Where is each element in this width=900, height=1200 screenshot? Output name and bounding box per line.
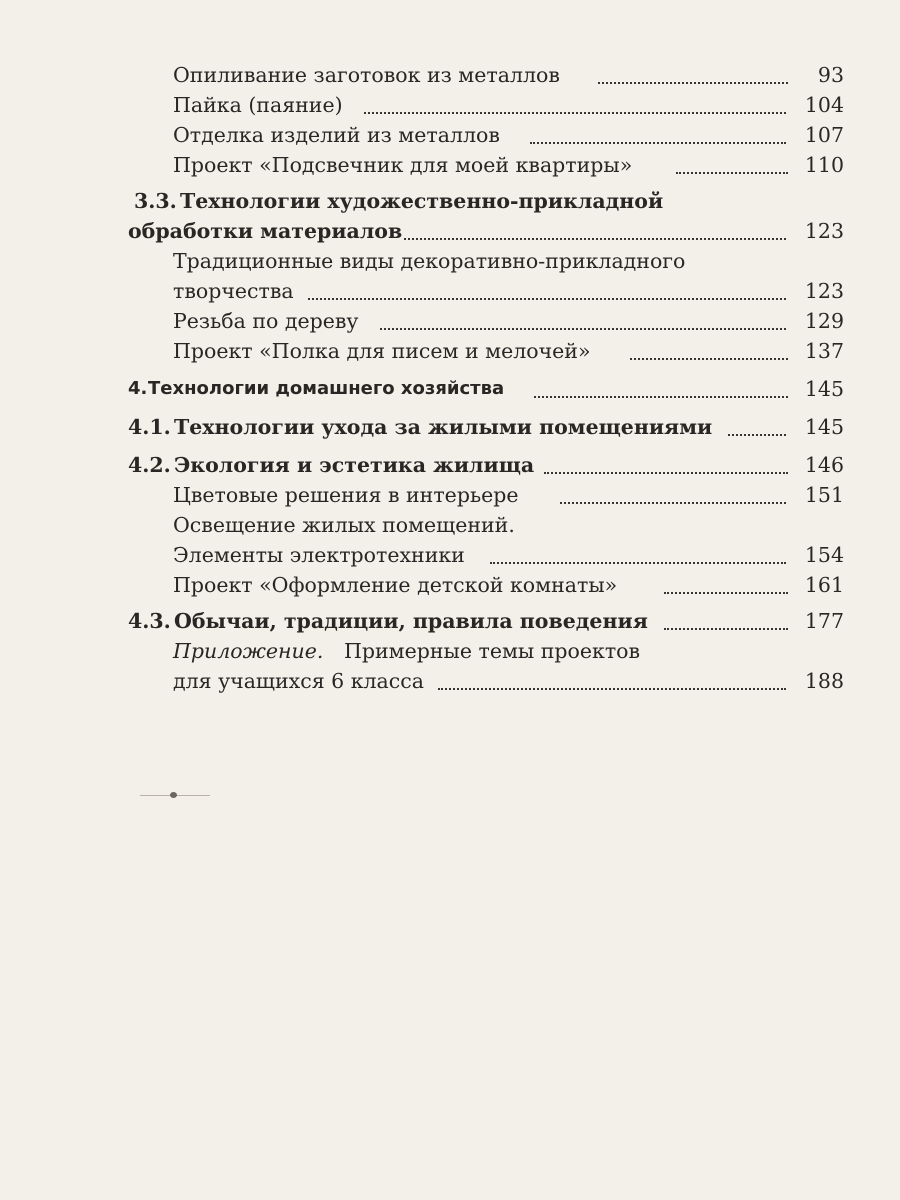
entry-title-cont: для учащихся 6 класса [173,666,428,696]
entry-title: Обычаи, традиции, правила поведения [174,606,652,636]
page-number: 177 [804,609,844,633]
entry-title: Отделка изделий из металлов [173,120,504,150]
page-number: 107 [804,123,844,147]
dot-leader [364,82,786,114]
page-number: 145 [804,415,844,439]
entry-title: Примерные темы проектов [344,636,644,666]
dot-leader [490,532,786,564]
toc-entry [0,336,900,366]
entry-title: Проект «Оформление детской комнаты» [173,570,621,600]
page-number: 110 [804,153,844,177]
section-number: 4.2. [128,450,175,480]
toc-section-heading [0,606,900,636]
entry-title-cont: обработки материалов [128,216,406,246]
dot-leader [664,562,788,594]
dot-leader [380,298,786,330]
dot-leader [438,658,786,690]
entry-title: Проект «Подсвечник для моей квартиры» [173,150,636,180]
entry-title: Цветовые решения в интерьере [173,480,523,510]
section-number: 4.3. [128,606,175,636]
page-number: 104 [804,93,844,117]
page-number: 137 [804,339,844,363]
dot-leader [676,142,788,174]
toc-entry [0,570,900,600]
dot-leader [534,366,788,398]
entry-title: Освещение жилых помещений. [173,510,519,540]
entry-title: Технологии ухода за жилыми помещениями [174,412,716,442]
toc-entry [0,666,900,696]
toc-chapter-heading [0,374,900,404]
section-number: 4. [128,374,151,404]
page-number: 145 [804,377,844,401]
dot-leader [728,404,786,436]
entry-title: Пайка (паяние) [173,90,347,120]
section-number: 4.1. [128,412,175,442]
dot-leader [598,52,788,84]
page-number: 146 [804,453,844,477]
page-number: 129 [804,309,844,333]
page-number: 93 [817,63,844,87]
entry-title: Технологии домашнего хозяйства [148,374,508,404]
dot-leader [630,328,788,360]
toc-entry [0,216,900,246]
entry-title: Традиционные виды декоративно-прикладного [173,246,689,276]
dot-leader [308,268,786,300]
section-number: 3.3. [134,186,181,216]
ink-dot [170,792,177,798]
dot-leader [530,112,786,144]
toc-entry [0,150,900,180]
dot-leader [544,442,788,474]
entry-title: Технологии художественно-прикладной [180,186,667,216]
page-number: 188 [804,669,844,693]
page-number: 123 [804,219,844,243]
entry-title: Проект «Полка для писем и мелочей» [173,336,595,366]
page-number: 151 [804,483,844,507]
entry-title: Экология и эстетика жилища [174,450,538,480]
entry-title-cont: творчества [173,276,298,306]
entry-title-cont: Элементы электротехники [173,540,469,570]
page-number: 154 [804,543,844,567]
toc-section-heading [0,412,900,442]
dot-leader [664,598,788,630]
dot-leader [404,208,786,240]
appendix-label: Приложение. [173,636,327,666]
page-number: 123 [804,279,844,303]
entry-title: Резьба по дереву [173,306,362,336]
entry-title: Опиливание заготовок из металлов [173,60,564,90]
toc-entry [0,480,900,510]
dot-leader [560,472,786,504]
page-number: 161 [804,573,844,597]
